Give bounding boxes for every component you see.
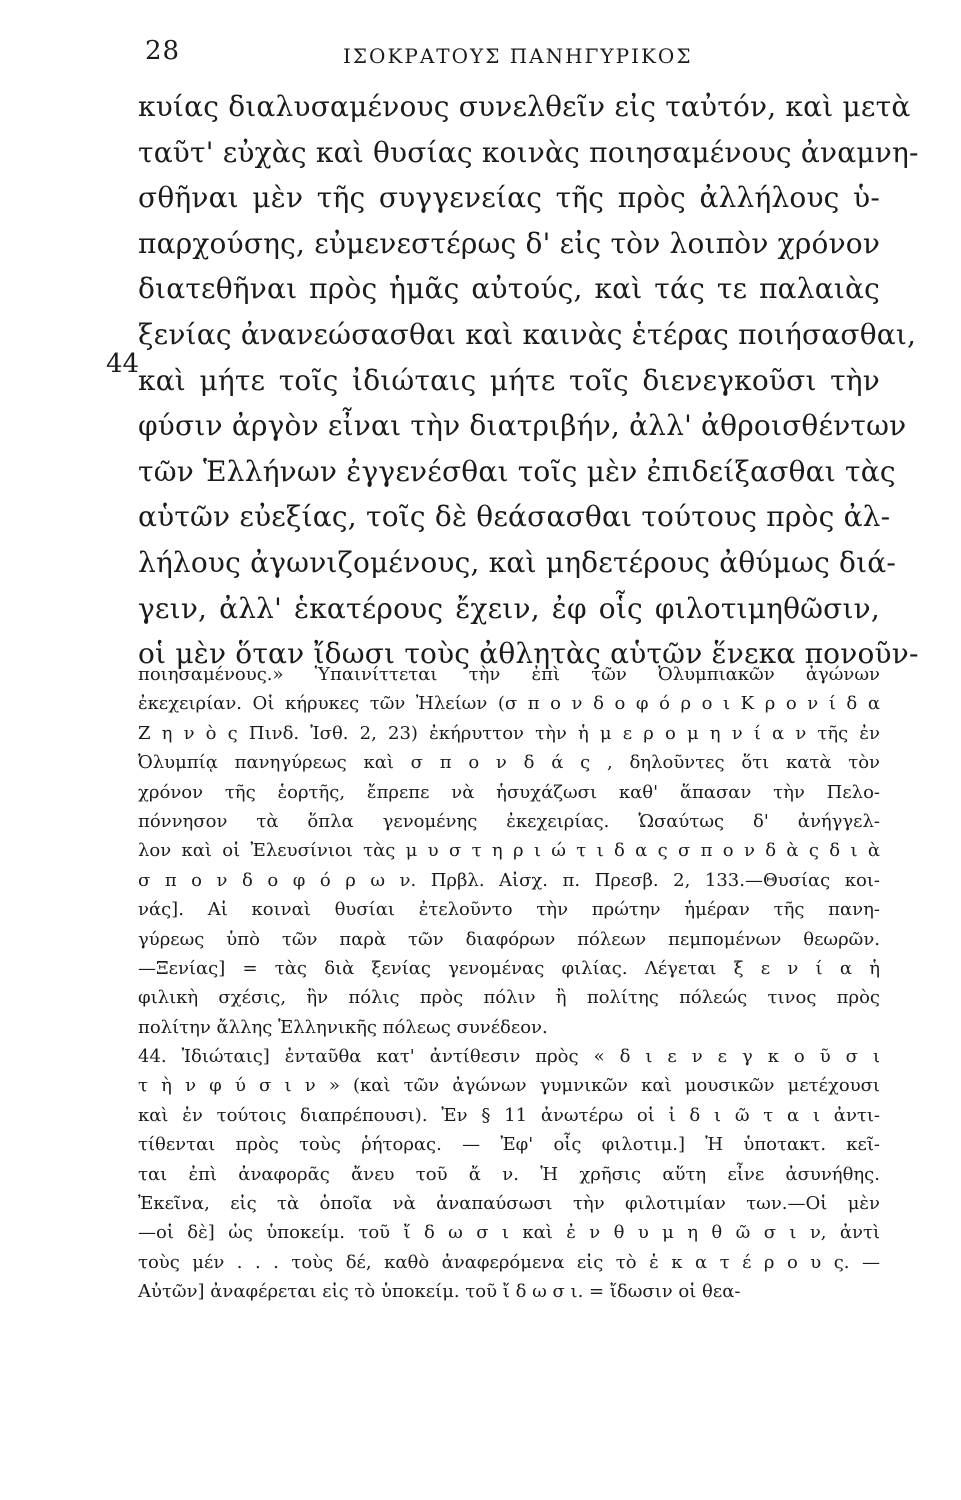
note-line: Αὐτῶν] ἀναφέρεται εἰς τὸ ὑποκείμ. τοῦ ἴ δ ω σ ι. = ἴδωσιν οἱ θεα- [138,1281,741,1303]
main-text-line: λήλους ἀγωνιζομένους, καὶ μηδετέρους ἀθύμως διά- [138,545,897,579]
note-line: Ζ η ν ὸ ς Πινδ. Ἰσθ. 2, 23) ἐκήρυττον τὴν ἡ μ ε ρ ο μ η ν ί α ν τῆς ἐν [138,722,880,744]
note-line: χρόνον τῆς ἑορτῆς, ἔπρεπε νὰ ἡσυχάζωσι καθ' ἅπασαν τὴν Πελο- [138,781,880,803]
note-line: γύρεως ὑπὸ τῶν παρὰ τῶν διαφόρων πόλεων πεμπομένων θεωρῶν. [138,928,880,950]
main-text-line: διατεθῆναι πρὸς ἡμᾶς αὐτούς, καὶ τάς τε παλαιὰς [138,272,880,306]
note-line: σ π ο ν δ ο φ ό ρ ω ν. Πρβλ. Αἰσχ. π. Πρεσβ. 2, 133.—Θυσίας κοι- [138,869,880,891]
main-text-line: φύσιν ἀργὸν εἶναι τὴν διατριβήν, ἀλλ' ἀθροισθέντων [138,409,907,443]
note-line: 44. Ἰδιώταις] ἐνταῦθα κατ' ἀντίθεσιν πρὸς « δ ι ε ν ε γ κ ο ῦ σ ι [138,1046,880,1068]
commentary-notes [138,660,880,1307]
page-number: 28 [145,36,181,66]
note-line: ποιησαμένους.» Ὑπαινίττεται τὴν ἐπὶ τῶν Ὀλυμπιακῶν ἀγώνων [138,664,880,685]
note-line: λον καὶ οἱ Ἐλευσίνιοι τὰς μ υ σ τ η ρ ι ώ τ ι δ α ς σ π ο ν δ ὰ ς δ ι ὰ [138,840,880,862]
note-line: τοὺς μέν . . . τοὺς δέ, καθὸ ἀναφερόμενα εἰς τὸ ἑ κ α τ έ ρ ο υ ς. — [138,1251,880,1273]
main-text-line: τῶν Ἑλλήνων ἐγγενέσθαι τοῖς μὲν ἐπιδείξασθαι τὰς [138,454,896,488]
note-line: φιλικὴ σχέσις, ἣν πόλις πρὸς πόλιν ἢ πολίτης πόλεώς τινος πρὸς [138,987,880,1009]
note-line: τ ὴ ν φ ύ σ ι ν » (καὶ τῶν ἀγώνων γυμνικῶν καὶ μουσικῶν μετέχουσι [138,1075,880,1097]
main-text-line: καὶ μήτε τοῖς ἰδιώταις μήτε τοῖς διενεγκοῦσι τὴν [138,363,880,397]
section-marker: 44 [106,349,140,379]
main-text-line: ταῦτ' εὐχὰς καὶ θυσίας κοινὰς ποιησαμένους ἀναμνη- [138,135,919,169]
main-text-line: αὑτῶν εὐεξίας, τοῖς δὲ θεάσασθαι τούτους πρὸς ἀλ- [138,500,891,534]
note-line: ται ἐπὶ ἀναφορᾶς ἄνευ τοῦ ἄ ν. Ἡ χρῆσις αὕτη εἶνε ἀσυνήθης. [138,1163,880,1185]
note-line: —οἱ δὲ] ὡς ὑποκείμ. τοῦ ἴ δ ω σ ι καὶ ἐ ν θ υ μ η θ ῶ σ ι ν, ἀντὶ [138,1222,880,1244]
main-text-line: κυίας διαλυσαμένους συνελθεῖν εἰς ταὐτόν, καὶ μετὰ [138,90,911,123]
main-text-line: γειν, ἀλλ' ἑκατέρους ἔχειν, ἐφ οἷς φιλοτιμηθῶσιν, [138,591,880,625]
note-line: —Ξενίας] = τὰς διὰ ξενίας γενομένας φιλίας. Λέγεται ξ ε ν ί α ἡ [138,957,880,979]
note-line: Ἐκεῖνα, εἰς τὰ ὁποῖα νὰ ἀναπαύσωσι τὴν φιλοτιμίαν των.—Οἱ μὲν [138,1193,880,1215]
note-line: πολίτην ἄλλης Ἑλληνικῆς πόλεως συνέδεον. [138,1016,548,1038]
note-line: τίθενται πρὸς τοὺς ῥήτορας. — Ἐφ' οἷς φιλοτιμ.] Ἡ ὑποτακτ. κεῖ- [138,1134,880,1156]
note-line: νάς]. Αἱ κοιναὶ θυσίαι ἐτελοῦντο τὴν πρώτην ἡμέραν τῆς πανη- [138,899,880,921]
main-text-line: οἱ μὲν ὅταν ἴδωσι τοὺς ἀθλητὰς αὑτῶν ἕνεκα πονοῦν- [138,637,919,671]
note-line: ἐκεχειρίαν. Οἱ κήρυκες τῶν Ἠλείων (σ π ο ν δ ο φ ό ρ ο ι Κ ρ ο ν ί δ α [138,693,880,715]
main-text [138,84,919,677]
main-text-line: σθῆναι μὲν τῆς συγγενείας τῆς πρὸς ἀλλήλους ὑ- [138,181,880,215]
note-line: Ὀλυμπίᾳ πανηγύρεως καὶ σ π ο ν δ ά ς , δηλοῦντες ὅτι κατὰ τὸν [138,752,880,774]
note-line: καὶ ἐν τούτοις διαπρέπουσι). Ἐν § 11 ἀνωτέρω οἱ ἰ δ ι ῶ τ α ι ἀντι- [138,1104,880,1126]
page-header [0,36,961,76]
running-head: ΙΣΟΚΡΑΤΟΥΣ ΠΑΝΗΓΥΡΙΚΟΣ [343,44,693,68]
note-line: πόννησον τὰ ὅπλα γενομένης ἐκεχειρίας. Ὡσαύτως δ' ἀνήγγελ- [138,810,880,832]
main-text-line: παρχούσης, εὐμενεστέρως δ' εἰς τὸν λοιπὸν χρόνον [138,226,881,260]
main-text-line: ξενίας ἀνανεώσασθαι καὶ καινὰς ἑτέρας ποιήσασθαι, [138,317,917,351]
